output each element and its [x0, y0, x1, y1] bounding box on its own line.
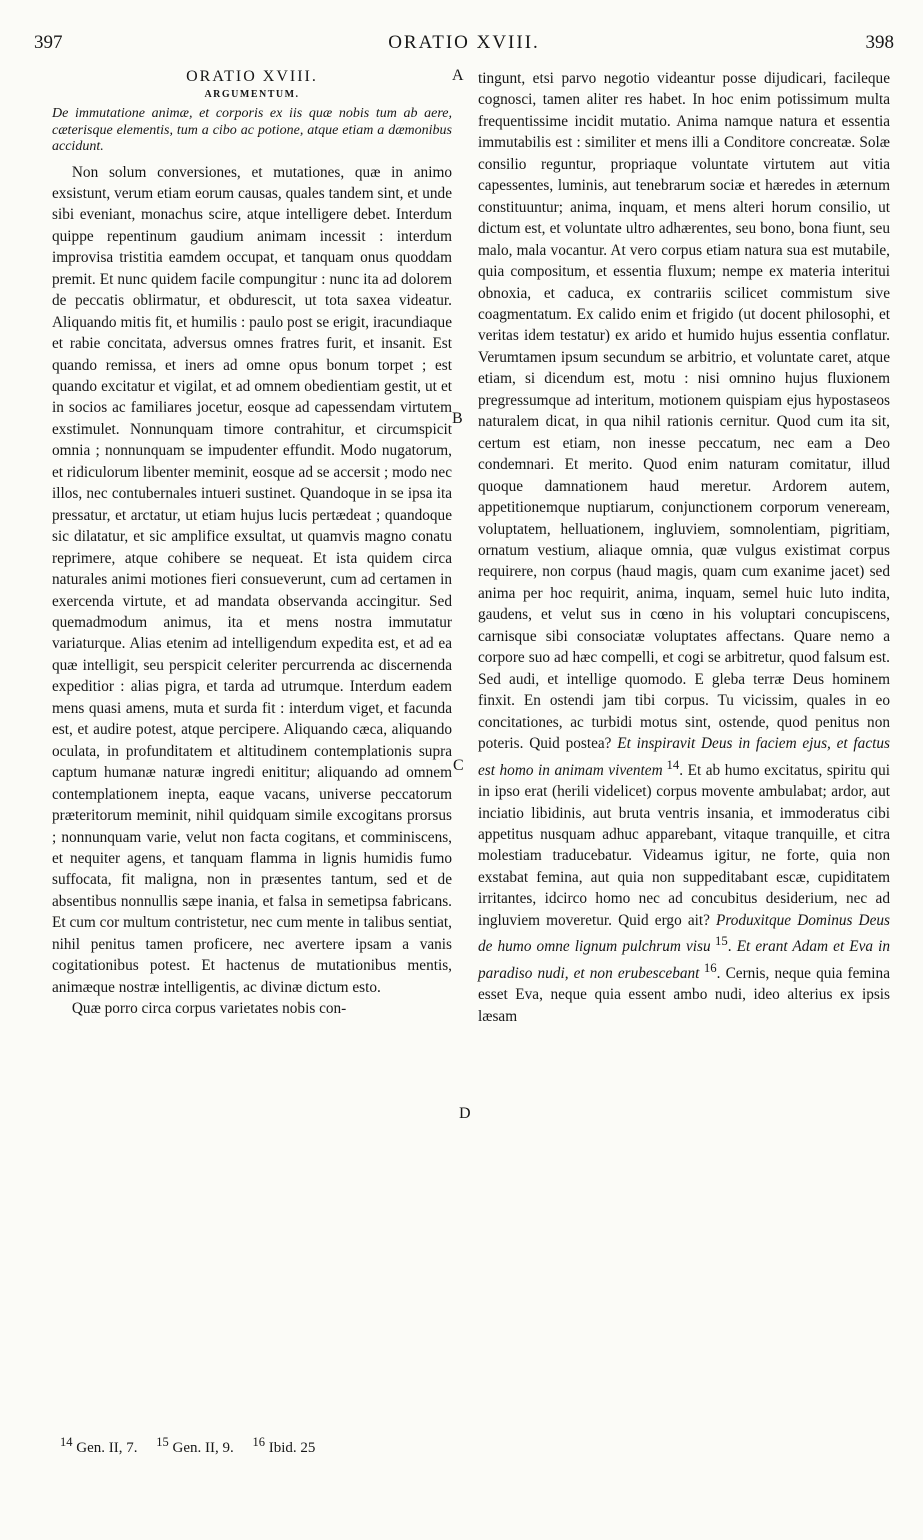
body-paragraph: Quæ porro circa corpus varietates nobis con- — [71, 1000, 347, 1018]
body-text: . Et ab humo excitatus, spiritu qui in ipso erat (herili videlicet) corpus movente ambulabat; ardor, aut inciatio libidinis, aut bruta ventris insania, et immoderatus cibi appetitus nusquam adhuc apparebant, vitaque tranquille, et citra molestiam traducebatur. Videamus igitur, ne forte, quia non exstabat femina, aut quia non suppeditabant escæ, cupiditatem irritantes, idcirco homo nec ad concubitus desiderium, nec ad ingluviem moveretur. Quid ergo ait? — [478, 761, 891, 929]
page-number-left: 397 — [34, 32, 63, 53]
argument-summary: De immutatione animæ, et corporis ex iis quæ nobis tum ab aere, cæterisque elementis, tum a cibo ac potione, atque etiam a dæmonibus accidunt. — [52, 106, 452, 154]
margin-letter-d: D — [459, 1105, 471, 1122]
footnote-ref: 15 — [710, 934, 728, 949]
footnote-16 — [252, 1435, 316, 1456]
footnote-text: Gen. II, 7. — [72, 1440, 138, 1456]
footnote-ref: 14 — [662, 757, 680, 772]
margin-letter-a: A — [452, 67, 464, 84]
right-column — [478, 68, 890, 1027]
argument-heading: ARGUMENTUM. — [204, 89, 300, 100]
margin-letter-b: B — [452, 410, 463, 427]
body-text: tingunt, etsi parvo negotio videantur posse dijudicari, facileque cognosci, tamen aliter res habet. In hoc enim potissimum multa frequentissime incidit mutatio. Anima namque natura et essentia immutabilis est : similiter et mens illi a Conditore concreatæ. Solæ consilio reguntur, propriaque voluntate virtutem aut vitia capessentes, luminis, aut tenebrarum sociæ et hæredes in æternum constituuntur; anima, inquam, et mens alteri horum consilio, ut dictum est, et voluntate ultro adhærentes, seu bono, bona fiunt, seu malo, mala vocantur. At vero corpus etiam natura sua est mutabile, quia compositum, et essentia fluxum; nempe ex materia interitui obnoxia, et caduca, ex contrariis scilicet commistum sive coagmentatum. Ex calido enim et frigido (ut docent philosophi, et veritas idem testatur) ex arido et humido hujus essentia conflatur. Verumtamen ipsum secundum se arbitrio, et voluntate caret, atque etiam, si dicendum est, motu : nisi omnino hujus fluxionem pregressumque ad interitum, motionem quispiam ejus hypostaseos naturalem dicat, in qua nihil rationis cernitur. Quod cum ita sit, certum est etiam, non inesse peccatum, nec eam a Deo condemnari. Et merito. Quod enim naturam comitatur, illud quoque damnationem haud meretur. Ardorem autem, appetitionemque nuptiarum, conjunctionem corporum veneream, voluptatem, helluationem, ingluviem, somnolentiam, pigritiam, ornatum vestium, aliaque omnia, quæ vulgus existimat corpus requirere, non corpus (haud magis, quam cum exanime jacet) sed anima per hoc requirit, anima, inquam, semel huic luto indita, gaudens, et velut sus in cœno in his voluptari concupiscens, carnisque sibi consociatæ voluptates affectans. Quare nemo a corpore suo ad hæc compelli, et cogi se arbitretur, quod falsum est. Sed audi, et intellige quomodo. E gleba terræ Deus hominem finxit. En ostendi jam tibi corpus. Tu vicissim, quales in eo concitationes, ac turbidi motus sint, ostende, quod penitus non poteris. Quid postea? — [478, 70, 890, 753]
scripture-quote: Produxitque Dominus Deus de humo omne lignum pulchrum visu — [478, 911, 890, 956]
footnote-ref: 16 — [699, 960, 717, 975]
running-title: ORATIO XVIII. — [388, 32, 540, 53]
footnote-number: 16 — [252, 1435, 265, 1449]
footnote-text: Gen. II, 9. — [168, 1440, 234, 1456]
footnote-number: 14 — [60, 1435, 73, 1449]
footnotes — [60, 1435, 315, 1457]
margin-letter-c: C — [453, 757, 464, 774]
footnote-number: 15 — [156, 1435, 169, 1449]
page-header — [34, 32, 894, 62]
body-text: . — [727, 938, 737, 956]
body-text: . Cernis, neque quia femina esset Eva, neque quia essent ambo nudi, ideo alterius ex ipsis læsam — [478, 964, 890, 1025]
footnote-14 — [60, 1435, 138, 1456]
left-column — [52, 68, 452, 1020]
scripture-quote: Et inspiravit Deus in faciem ejus, et factus est homo in animam viventem — [478, 735, 890, 779]
body-paragraph — [478, 68, 890, 1027]
oration-title: ORATIO XVIII. — [186, 68, 318, 85]
body-paragraph: Non solum conversiones, et mutationes, quæ in animo exsistunt, verum etiam eorum causas, quales tandem sint, et unde sibi eveniant, monachus scire, atque intelligere debet. Interdum quippe repentinum gaudium animam incessit : interdum improvisa tristitia eamdem occupat, et tanquam onus quoddam premit. Et nunc quidem facile compungitur : nunc ita ad dolorem de peccatis oblirmatur, et obdurescit, ut tota saxea videatur. Aliquando mitis fit, et humilis : paulo post se erigit, iracundiaque et rabie concitata, adversus omnes fratres furit, et insanit. Est quando remissa, et iners ad omne opus bonum torpet ; est quando excitatur et vigilat, et ad omnem obedientiam gestit, ut et in socios ac familiares jocetur, eosque ad capessendam virtutem exstimulet. Nonnunquam timore contrahitur, et circumspicit omnia ; nonnunquam se impudenter effundit. Modo nugatorum, et ridiculorum libenter meminit, eosque ad se accersit ; modo nec illos, nec contubernales intueri sustinet. Quandoque in se ipsa ita pressatur, et arctatur, ut etiam hujus lucis pertædeat ; quandoque sic dilatatur, et sic amplifice exsultat, ut quamvis magno conatu reprimere, atque cohibere se nequeat. Et ista quidem circa naturales animi motiones fieri consueverunt, cum ad certamen in exercenda virtute, et ad mandata observanda accingitur. Sed quemadmodum animus, ita et mens nostra immutatur variaturque. Alias etenim ad intelligendum expedita est, et ad ea quæ intelligit, seu perspicit celeriter percurrenda ac discernenda expeditior : alias pigra, et tarda ad utrumque. Interdum eadem mens quasi amens, muta et surda fit : interdum viget, et facunda est, et audire potest, atque percipere. Aliquando cæca, aliquando oculata, in profunditatem et altitudinem contemplationis supra captum humanæ naturæ ingredi enititur; aliquando ad omnem contemplationem inepta, eaque vacans, universe peccatorum præteritorum meminit, nihil quidquam simile excogitans prorsus ; nonnunquam varie, velut non facta cogitans, et comminiscens, et nequiter agens, et tanquam flamma in lignis humidis fumo suffocata, fit maligna, non in præsentes tantum, sed et de absentibus nonnullis sæpe inania, et falsa in semetipsa fabricans. Et cum cor multum contristetur, nec cum mente in talibus sentiat, nihil penitus tamen proficere, nec avertere ipsam a vanis cogitationibus potest. Et hactenus de mutationibus mentis, animæque nostræ intelligentis, ac divinæ dictum esto. — [52, 163, 452, 996]
scripture-quote: Et erant Adam et Eva in paradiso nudi, et non erubescebant — [478, 938, 890, 982]
footnote-15 — [156, 1435, 234, 1456]
page-number-right: 398 — [865, 32, 894, 53]
footnote-text: Ibid. 25 — [264, 1440, 316, 1456]
